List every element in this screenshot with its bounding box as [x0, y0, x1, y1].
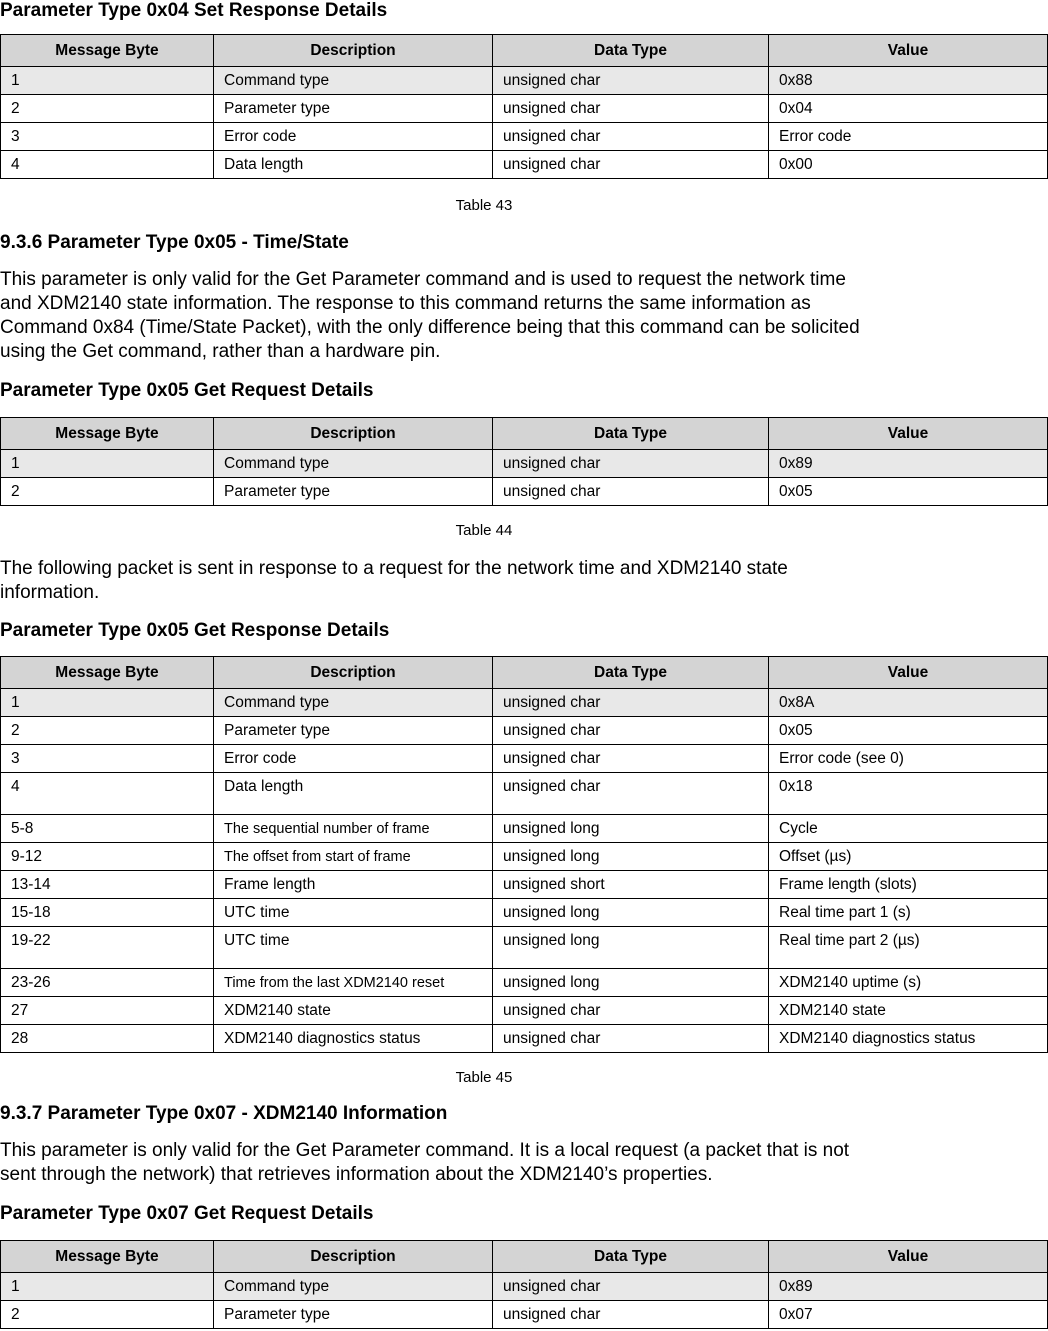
cell: Error code: [769, 123, 1048, 151]
table46-heading: Parameter Type 0x07 Get Request Details: [0, 1203, 374, 1224]
cell: 13-14: [1, 871, 214, 899]
col-value: Value: [769, 418, 1048, 450]
table-row: [1, 843, 1048, 871]
cell: unsigned char: [493, 478, 769, 506]
paragraph-line: information.: [0, 582, 100, 603]
paragraph-line: The following packet is sent in response to a request for the network time and XDM2140 state: [0, 558, 788, 579]
cell: 2: [1, 717, 214, 745]
section-9-3-7-title: 9.3.7 Parameter Type 0x07 - XDM2140 Information: [0, 1103, 448, 1124]
col-description: Description: [214, 657, 493, 689]
cell: unsigned char: [493, 1273, 769, 1301]
cell: Parameter type: [214, 478, 493, 506]
paragraph-line: and XDM2140 state information. The response to this command returns the same information as: [0, 293, 811, 314]
table43-heading: Parameter Type 0x04 Set Response Details: [0, 0, 388, 21]
table-row: [1, 689, 1048, 717]
cell: 1: [1, 450, 214, 478]
cell: 1: [1, 1273, 214, 1301]
cell: UTC time: [214, 899, 493, 927]
cell: Data length: [214, 773, 493, 815]
table-row: [1, 1025, 1048, 1053]
col-description: Description: [214, 35, 493, 67]
cell: Parameter type: [214, 1301, 493, 1329]
table-row: [1, 745, 1048, 773]
cell: unsigned long: [493, 927, 769, 969]
cell: Error code: [214, 123, 493, 151]
table-row: [1, 1301, 1048, 1329]
cell: 0x89: [769, 1273, 1048, 1301]
cell: unsigned long: [493, 899, 769, 927]
table-row: [1, 773, 1048, 815]
col-value: Value: [769, 657, 1048, 689]
cell: 9-12: [1, 843, 214, 871]
cell: Offset (µs): [769, 843, 1048, 871]
table44-heading: Parameter Type 0x05 Get Request Details: [0, 380, 374, 401]
table-row: [1, 899, 1048, 927]
col-description: Description: [214, 1241, 493, 1273]
table-row: [1, 95, 1048, 123]
cell: Frame length: [214, 871, 493, 899]
table-header-row: [1, 418, 1048, 450]
col-message-byte: Message Byte: [1, 35, 214, 67]
cell: 5-8: [1, 815, 214, 843]
cell: 2: [1, 95, 214, 123]
cell: 23-26: [1, 969, 214, 997]
cell: The sequential number of frame: [214, 815, 493, 843]
col-message-byte: Message Byte: [1, 418, 214, 450]
cell: XDM2140 diagnostics status: [214, 1025, 493, 1053]
table-row: [1, 717, 1048, 745]
cell: Command type: [214, 67, 493, 95]
cell: unsigned char: [493, 773, 769, 815]
table-row: [1, 997, 1048, 1025]
table45: [0, 656, 1048, 1053]
cell: unsigned char: [493, 1301, 769, 1329]
response-intro-paragraph: [0, 557, 788, 605]
cell: unsigned char: [493, 1025, 769, 1053]
cell: 0x89: [769, 450, 1048, 478]
cell: 28: [1, 1025, 214, 1053]
cell: 27: [1, 997, 214, 1025]
table-row: [1, 927, 1048, 969]
cell: unsigned char: [493, 689, 769, 717]
table43: [0, 34, 1048, 179]
cell: 0x8A: [769, 689, 1048, 717]
cell: Frame length (slots): [769, 871, 1048, 899]
cell: UTC time: [214, 927, 493, 969]
paragraph-line: This parameter is only valid for the Get Parameter command and is used to request the network time: [0, 269, 846, 290]
col-message-byte: Message Byte: [1, 657, 214, 689]
cell: 0x18: [769, 773, 1048, 815]
table-row: [1, 450, 1048, 478]
table-row: [1, 969, 1048, 997]
table46: [0, 1240, 1048, 1329]
cell: unsigned char: [493, 151, 769, 179]
table45-heading: Parameter Type 0x05 Get Response Details: [0, 620, 390, 641]
cell: 0x04: [769, 95, 1048, 123]
paragraph-line: This parameter is only valid for the Get Parameter command. It is a local request (a packet that is not: [0, 1140, 850, 1161]
table-header-row: [1, 657, 1048, 689]
table44: [0, 417, 1048, 506]
table-row: [1, 815, 1048, 843]
table-row: [1, 1273, 1048, 1301]
cell: The offset from start of frame: [214, 843, 493, 871]
section-9-3-7-paragraph: [0, 1139, 849, 1187]
col-data-type: Data Type: [493, 418, 769, 450]
cell: unsigned long: [493, 969, 769, 997]
cell: Command type: [214, 1273, 493, 1301]
cell: 0x05: [769, 478, 1048, 506]
col-message-byte: Message Byte: [1, 1241, 214, 1273]
paragraph-line: using the Get command, rather than a hardware pin.: [0, 341, 441, 362]
cell: 0x88: [769, 67, 1048, 95]
cell: unsigned char: [493, 123, 769, 151]
table-header-row: [1, 35, 1048, 67]
cell: unsigned char: [493, 450, 769, 478]
table-row: [1, 151, 1048, 179]
section-9-3-6-paragraph: [0, 268, 860, 364]
cell: unsigned short: [493, 871, 769, 899]
table45-caption: Table 45: [455, 1069, 513, 1086]
cell: Parameter type: [214, 717, 493, 745]
cell: 2: [1, 478, 214, 506]
cell: 19-22: [1, 927, 214, 969]
cell: Command type: [214, 450, 493, 478]
cell: XDM2140 uptime (s): [769, 969, 1048, 997]
paragraph-line: sent through the network) that retrieves information about the XDM2140’s properties.: [0, 1164, 713, 1185]
cell: Data length: [214, 151, 493, 179]
table-row: [1, 478, 1048, 506]
col-value: Value: [769, 1241, 1048, 1273]
cell: Command type: [214, 689, 493, 717]
col-data-type: Data Type: [493, 657, 769, 689]
cell: unsigned long: [493, 843, 769, 871]
cell: unsigned char: [493, 745, 769, 773]
cell: Cycle: [769, 815, 1048, 843]
cell: 3: [1, 123, 214, 151]
table43-caption: Table 43: [455, 197, 513, 214]
cell: unsigned char: [493, 95, 769, 123]
cell: XDM2140 state: [214, 997, 493, 1025]
cell: unsigned char: [493, 717, 769, 745]
table-header-row: [1, 1241, 1048, 1273]
table44-caption: Table 44: [455, 522, 513, 539]
cell: XDM2140 diagnostics status: [769, 1025, 1048, 1053]
col-data-type: Data Type: [493, 35, 769, 67]
table-row: [1, 67, 1048, 95]
cell: 15-18: [1, 899, 214, 927]
cell: unsigned char: [493, 67, 769, 95]
cell: 1: [1, 689, 214, 717]
cell: Error code: [214, 745, 493, 773]
cell: 0x05: [769, 717, 1048, 745]
cell: Real time part 2 (µs): [769, 927, 1048, 969]
table-row: [1, 871, 1048, 899]
cell: Error code (see 0): [769, 745, 1048, 773]
cell: Time from the last XDM2140 reset: [214, 969, 493, 997]
cell: Parameter type: [214, 95, 493, 123]
cell: Real time part 1 (s): [769, 899, 1048, 927]
section-9-3-6-title: 9.3.6 Parameter Type 0x05 - Time/State: [0, 232, 349, 253]
table-row: [1, 123, 1048, 151]
cell: 3: [1, 745, 214, 773]
cell: 1: [1, 67, 214, 95]
cell: XDM2140 state: [769, 997, 1048, 1025]
col-value: Value: [769, 35, 1048, 67]
cell: 0x07: [769, 1301, 1048, 1329]
col-description: Description: [214, 418, 493, 450]
cell: unsigned char: [493, 997, 769, 1025]
cell: 4: [1, 151, 214, 179]
cell: 4: [1, 773, 214, 815]
cell: unsigned long: [493, 815, 769, 843]
cell: 0x00: [769, 151, 1048, 179]
paragraph-line: Command 0x84 (Time/State Packet), with the only difference being that this command can be solicited: [0, 317, 860, 338]
col-data-type: Data Type: [493, 1241, 769, 1273]
cell: 2: [1, 1301, 214, 1329]
